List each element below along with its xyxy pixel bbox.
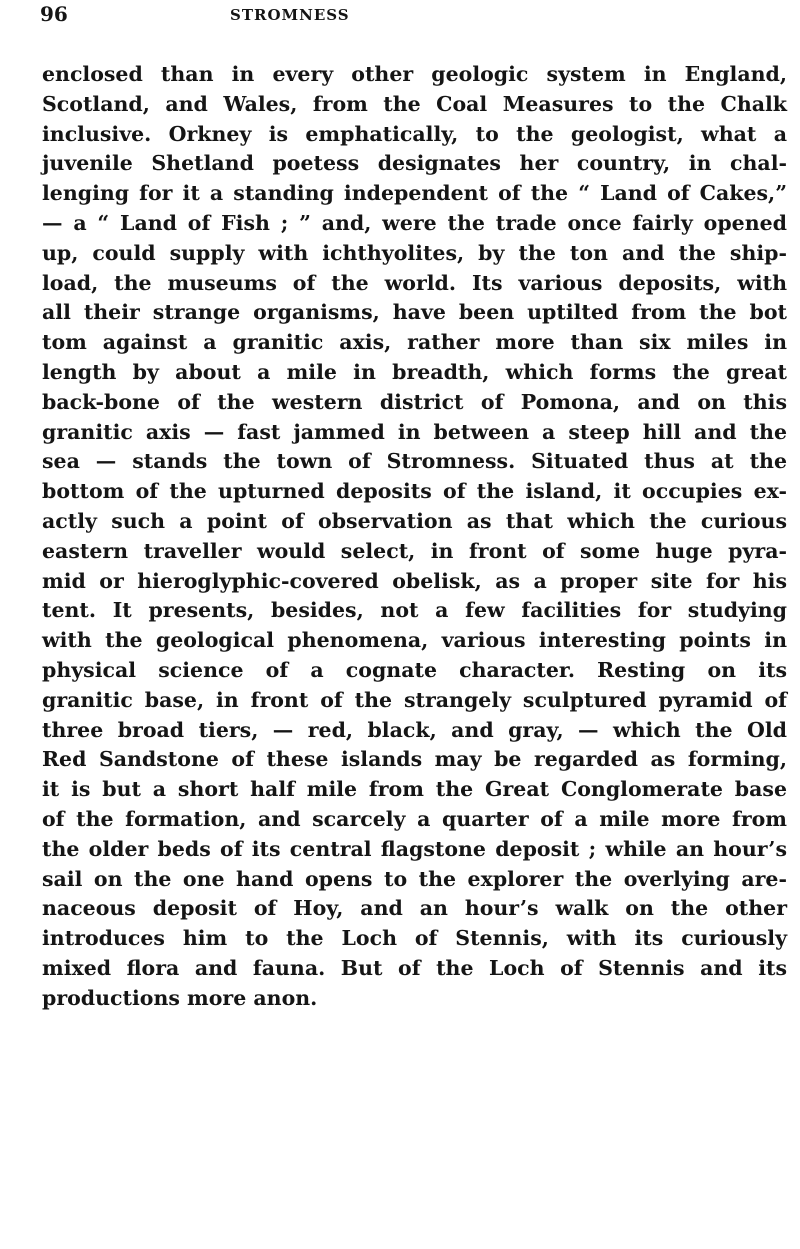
text-line: eastern traveller would select, in front of some huge pyra- (42, 538, 787, 563)
text-line: of the formation, and scarcely a quarter of a mile more from (42, 806, 787, 831)
text-line: actly such a point of observation as that which the curious (42, 508, 787, 533)
text-line: enclosed than in every other geologic system in England, (42, 62, 787, 86)
text-line: tent. It presents, besides, not a few facilities for studying (42, 598, 787, 623)
text-line: mixed flora and fauna. But of the Loch of Stennis and its (42, 955, 787, 980)
text-line: juvenile Shetland poetess designates her country, in chal- (42, 151, 787, 176)
text-line: length by about a mile in breadth, which forms the great (42, 359, 787, 384)
page-number: 96 (40, 2, 68, 26)
text-line: productions more anon. (42, 985, 318, 1010)
text-line: Red Sandstone of these islands may be regarded as forming, (42, 747, 787, 772)
text-line: introduces him to the Loch of Stennis, with its curiously (42, 926, 787, 951)
text-line: back-bone of the western district of Pomona, and on this (42, 389, 787, 414)
text-line: up, could supply with ichthyolites, by the ton and the ship- (42, 240, 787, 265)
running-title: STROMNESS (230, 6, 350, 24)
running-head (0, 2, 800, 42)
text-line: granitic base, in front of the strangely sculptured pyramid of (42, 687, 787, 712)
text-line: inclusive. Orkney is emphatically, to the geologist, what a (42, 121, 787, 146)
text-line: mid or hieroglyphic-covered obelisk, as a proper site for his (42, 568, 787, 593)
body-text (42, 60, 787, 1014)
text-line: — a “ Land of Fish ; ” and, were the trade once fairly opened (42, 210, 787, 235)
text-line: granitic axis — fast jammed in between a steep hill and the (42, 419, 787, 444)
text-line: bottom of the upturned deposits of the island, it occupies ex- (42, 479, 787, 504)
text-line: all their strange organisms, have been uptilted from the bot (42, 300, 787, 325)
text-line: load, the museums of the world. Its various deposits, with (42, 270, 787, 295)
text-line: with the geological phenomena, various interesting points in (42, 628, 787, 653)
text-line: tom against a granitic axis, rather more than six miles in (42, 330, 787, 355)
text-line: physical science of a cognate character. Resting on its (42, 657, 787, 682)
text-line: it is but a short half mile from the Great Conglomerate base (42, 777, 787, 802)
text-line: sea — stands the town of Stromness. Situated thus at the (42, 449, 787, 474)
text-line: the older beds of its central flagstone deposit ; while an hour’s (42, 836, 787, 861)
text-line: Scotland, and Wales, from the Coal Measures to the Chalk (42, 91, 787, 116)
text-line: lenging for it a standing independent of the “ Land of Cakes,” (42, 181, 787, 206)
text-line: three broad tiers, — red, black, and gray, — which the Old (42, 717, 787, 742)
text-line: sail on the one hand opens to the explorer the overlying are- (42, 866, 787, 891)
text-line: naceous deposit of Hoy, and an hour’s walk on the other (42, 896, 787, 921)
